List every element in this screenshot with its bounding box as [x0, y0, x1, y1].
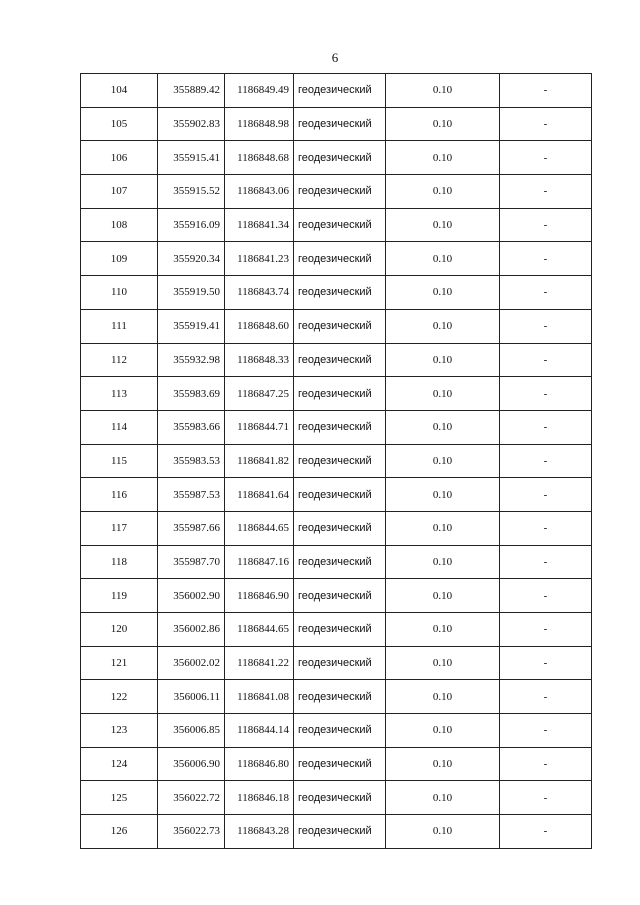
y-coordinate-cell: 1186849.49 [225, 74, 294, 108]
point-number-cell: 114 [81, 410, 158, 444]
table-row [81, 781, 592, 815]
note-cell: - [500, 410, 592, 444]
method-cell: геодезический [294, 343, 386, 377]
method-cell: геодезический [294, 613, 386, 647]
accuracy-cell: 0.10 [386, 478, 500, 512]
table-row [81, 242, 592, 276]
x-coordinate-cell: 356002.02 [158, 646, 225, 680]
table-row [81, 141, 592, 175]
y-coordinate-cell: 1186843.74 [225, 276, 294, 310]
note-cell: - [500, 377, 592, 411]
method-cell: геодезический [294, 646, 386, 680]
method-cell: геодезический [294, 276, 386, 310]
accuracy-cell: 0.10 [386, 511, 500, 545]
method-cell: геодезический [294, 781, 386, 815]
note-cell: - [500, 242, 592, 276]
table-row [81, 74, 592, 108]
method-cell: геодезический [294, 377, 386, 411]
table-row [81, 276, 592, 310]
accuracy-cell: 0.10 [386, 343, 500, 377]
note-cell: - [500, 613, 592, 647]
note-cell: - [500, 343, 592, 377]
x-coordinate-cell: 355920.34 [158, 242, 225, 276]
y-coordinate-cell: 1186841.22 [225, 646, 294, 680]
accuracy-cell: 0.10 [386, 410, 500, 444]
point-number-cell: 115 [81, 444, 158, 478]
note-cell: - [500, 646, 592, 680]
table-row [81, 545, 592, 579]
y-coordinate-cell: 1186844.65 [225, 511, 294, 545]
y-coordinate-cell: 1186848.33 [225, 343, 294, 377]
note-cell: - [500, 478, 592, 512]
table-row [81, 208, 592, 242]
note-cell: - [500, 815, 592, 849]
point-number-cell: 116 [81, 478, 158, 512]
note-cell: - [500, 208, 592, 242]
accuracy-cell: 0.10 [386, 208, 500, 242]
x-coordinate-cell: 356022.73 [158, 815, 225, 849]
x-coordinate-cell: 355919.50 [158, 276, 225, 310]
point-number-cell: 121 [81, 646, 158, 680]
table-row [81, 343, 592, 377]
y-coordinate-cell: 1186841.82 [225, 444, 294, 478]
x-coordinate-cell: 355983.69 [158, 377, 225, 411]
table-row [81, 714, 592, 748]
coordinates-table-body [81, 74, 592, 849]
accuracy-cell: 0.10 [386, 613, 500, 647]
x-coordinate-cell: 355915.52 [158, 175, 225, 209]
accuracy-cell: 0.10 [386, 579, 500, 613]
x-coordinate-cell: 355919.41 [158, 309, 225, 343]
table-row [81, 410, 592, 444]
x-coordinate-cell: 355987.70 [158, 545, 225, 579]
y-coordinate-cell: 1186843.28 [225, 815, 294, 849]
x-coordinate-cell: 356002.86 [158, 613, 225, 647]
method-cell: геодезический [294, 444, 386, 478]
note-cell: - [500, 511, 592, 545]
y-coordinate-cell: 1186848.60 [225, 309, 294, 343]
method-cell: геодезический [294, 815, 386, 849]
table-row [81, 377, 592, 411]
x-coordinate-cell: 356002.90 [158, 579, 225, 613]
y-coordinate-cell: 1186841.23 [225, 242, 294, 276]
table-row [81, 107, 592, 141]
x-coordinate-cell: 355987.53 [158, 478, 225, 512]
accuracy-cell: 0.10 [386, 815, 500, 849]
table-row [81, 444, 592, 478]
accuracy-cell: 0.10 [386, 781, 500, 815]
note-cell: - [500, 309, 592, 343]
accuracy-cell: 0.10 [386, 309, 500, 343]
x-coordinate-cell: 356006.85 [158, 714, 225, 748]
y-coordinate-cell: 1186844.65 [225, 613, 294, 647]
point-number-cell: 110 [81, 276, 158, 310]
point-number-cell: 108 [81, 208, 158, 242]
accuracy-cell: 0.10 [386, 747, 500, 781]
point-number-cell: 112 [81, 343, 158, 377]
y-coordinate-cell: 1186847.25 [225, 377, 294, 411]
note-cell: - [500, 175, 592, 209]
y-coordinate-cell: 1186841.34 [225, 208, 294, 242]
accuracy-cell: 0.10 [386, 107, 500, 141]
x-coordinate-cell: 356006.11 [158, 680, 225, 714]
x-coordinate-cell: 355932.98 [158, 343, 225, 377]
point-number-cell: 118 [81, 545, 158, 579]
table-row [81, 478, 592, 512]
table-row [81, 579, 592, 613]
x-coordinate-cell: 355902.83 [158, 107, 225, 141]
table-row [81, 613, 592, 647]
x-coordinate-cell: 356006.90 [158, 747, 225, 781]
accuracy-cell: 0.10 [386, 276, 500, 310]
table-row [81, 511, 592, 545]
point-number-cell: 106 [81, 141, 158, 175]
page-number: 6 [331, 50, 339, 65]
y-coordinate-cell: 1186846.90 [225, 579, 294, 613]
y-coordinate-cell: 1186841.64 [225, 478, 294, 512]
note-cell: - [500, 276, 592, 310]
y-coordinate-cell: 1186847.16 [225, 545, 294, 579]
accuracy-cell: 0.10 [386, 175, 500, 209]
note-cell: - [500, 714, 592, 748]
accuracy-cell: 0.10 [386, 242, 500, 276]
method-cell: геодезический [294, 141, 386, 175]
table-row [81, 175, 592, 209]
point-number-cell: 117 [81, 511, 158, 545]
x-coordinate-cell: 355983.53 [158, 444, 225, 478]
y-coordinate-cell: 1186843.06 [225, 175, 294, 209]
point-number-cell: 124 [81, 747, 158, 781]
x-coordinate-cell: 355889.42 [158, 74, 225, 108]
method-cell: геодезический [294, 309, 386, 343]
accuracy-cell: 0.10 [386, 377, 500, 411]
note-cell: - [500, 781, 592, 815]
y-coordinate-cell: 1186841.08 [225, 680, 294, 714]
method-cell: геодезический [294, 714, 386, 748]
point-number-cell: 126 [81, 815, 158, 849]
point-number-cell: 104 [81, 74, 158, 108]
accuracy-cell: 0.10 [386, 545, 500, 579]
note-cell: - [500, 107, 592, 141]
point-number-cell: 125 [81, 781, 158, 815]
table-row [81, 680, 592, 714]
x-coordinate-cell: 355983.66 [158, 410, 225, 444]
note-cell: - [500, 74, 592, 108]
note-cell: - [500, 680, 592, 714]
method-cell: геодезический [294, 579, 386, 613]
x-coordinate-cell: 355987.66 [158, 511, 225, 545]
method-cell: геодезический [294, 511, 386, 545]
accuracy-cell: 0.10 [386, 74, 500, 108]
x-coordinate-cell: 356022.72 [158, 781, 225, 815]
point-number-cell: 111 [81, 309, 158, 343]
point-number-cell: 105 [81, 107, 158, 141]
method-cell: геодезический [294, 107, 386, 141]
accuracy-cell: 0.10 [386, 714, 500, 748]
y-coordinate-cell: 1186844.71 [225, 410, 294, 444]
accuracy-cell: 0.10 [386, 141, 500, 175]
point-number-cell: 119 [81, 579, 158, 613]
point-number-cell: 120 [81, 613, 158, 647]
point-number-cell: 107 [81, 175, 158, 209]
method-cell: геодезический [294, 208, 386, 242]
table-row [81, 309, 592, 343]
point-number-cell: 113 [81, 377, 158, 411]
method-cell: геодезический [294, 74, 386, 108]
method-cell: геодезический [294, 545, 386, 579]
accuracy-cell: 0.10 [386, 444, 500, 478]
y-coordinate-cell: 1186846.18 [225, 781, 294, 815]
y-coordinate-cell: 1186846.80 [225, 747, 294, 781]
method-cell: геодезический [294, 175, 386, 209]
method-cell: геодезический [294, 478, 386, 512]
accuracy-cell: 0.10 [386, 646, 500, 680]
y-coordinate-cell: 1186848.98 [225, 107, 294, 141]
y-coordinate-cell: 1186848.68 [225, 141, 294, 175]
method-cell: геодезический [294, 747, 386, 781]
note-cell: - [500, 141, 592, 175]
y-coordinate-cell: 1186844.14 [225, 714, 294, 748]
coordinates-table [80, 73, 592, 849]
method-cell: геодезический [294, 680, 386, 714]
point-number-cell: 122 [81, 680, 158, 714]
method-cell: геодезический [294, 242, 386, 276]
point-number-cell: 109 [81, 242, 158, 276]
accuracy-cell: 0.10 [386, 680, 500, 714]
note-cell: - [500, 747, 592, 781]
x-coordinate-cell: 355915.41 [158, 141, 225, 175]
note-cell: - [500, 545, 592, 579]
note-cell: - [500, 444, 592, 478]
table-row [81, 747, 592, 781]
x-coordinate-cell: 355916.09 [158, 208, 225, 242]
note-cell: - [500, 579, 592, 613]
point-number-cell: 123 [81, 714, 158, 748]
table-row [81, 815, 592, 849]
table-row [81, 646, 592, 680]
method-cell: геодезический [294, 410, 386, 444]
